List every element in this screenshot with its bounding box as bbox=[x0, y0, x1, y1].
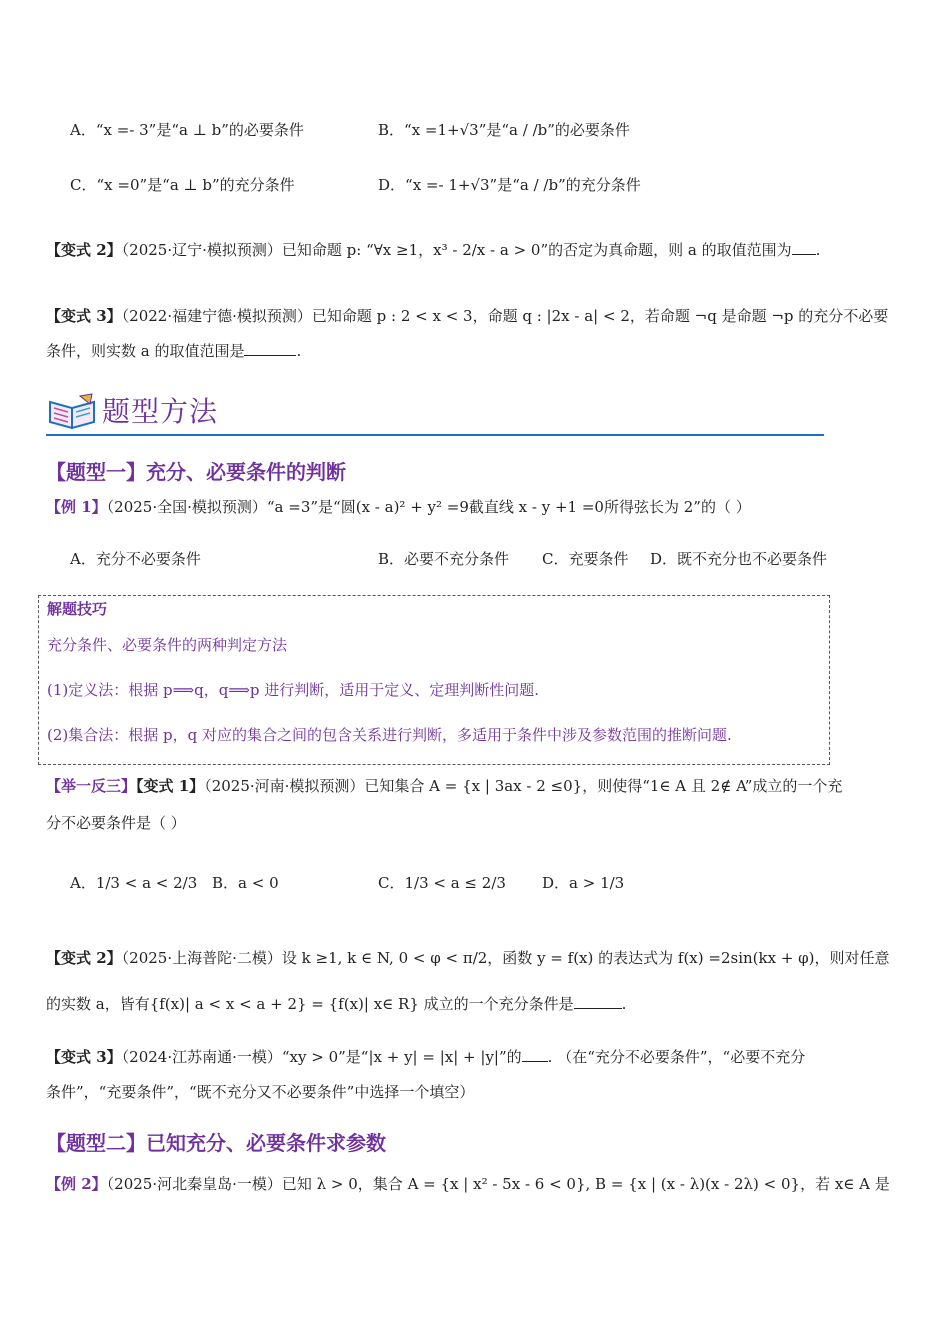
type2-heading: 【题型二】已知充分、必要条件求参数 bbox=[46, 1133, 386, 1155]
bianshi-text: （2025·上海普陀·二模）设 k ≥1, k ∈ N, 0 < φ < π/2，函数 y = f(x) 的表达式为 f(x) =2sin(kx + φ)，则对任意 bbox=[121, 949, 890, 967]
bianshi-text: （2025·河南·模拟预测）已知集合 A = {x | 3ax - 2 ≤0}，则使得“1∈ A 且 2∉ A”成立的一个充 bbox=[204, 777, 843, 795]
bianshi2-shanghai-line1 bbox=[46, 947, 890, 969]
period: . bbox=[296, 342, 302, 360]
example-tag: 【例 2】 bbox=[46, 1175, 107, 1193]
answer-blank bbox=[522, 1047, 548, 1062]
answer-blank bbox=[792, 240, 816, 255]
tips-title: 解题技巧 bbox=[47, 600, 108, 618]
option-d: D．“x =- 1+√3”是“a / /b”的充分条件 bbox=[378, 176, 641, 194]
bianshi3-jiangsu-line1 bbox=[46, 1046, 805, 1068]
type1-heading: 【题型一】充分、必要条件的判断 bbox=[46, 462, 346, 484]
option-b: B．a < 0 bbox=[212, 874, 279, 892]
answer-blank bbox=[574, 994, 622, 1009]
juyi-line2: 分不必要条件是（ ） bbox=[46, 814, 186, 832]
option-d: D．既不充分也不必要条件 bbox=[650, 550, 828, 568]
bianshi-text: 条件，则实数 a 的取值范围是 bbox=[46, 342, 245, 360]
option-d: D．a > 1/3 bbox=[542, 874, 625, 892]
bianshi-text: （2025·辽宁·模拟预测）已知命题 p: “∀x ≥1，x³ - 2/x - a > 0”的否定为真命题，则 a 的取值范围为 bbox=[121, 241, 792, 259]
period: . bbox=[815, 241, 821, 259]
juyi-line1 bbox=[46, 775, 842, 797]
bianshi-text: （2022·福建宁德·模拟预测）已知命题 p : 2 < x < 3，命题 q : |2x - a| < 2，若命题 ¬q 是命题 ¬p 的充分不必要 bbox=[121, 307, 889, 325]
option-b: B．必要不充分条件 bbox=[378, 550, 510, 568]
bianshi-tag: 【变式 3】 bbox=[46, 307, 122, 325]
open-book-icon bbox=[46, 392, 100, 432]
bianshi-text: 的实数 a，皆有{f(x)| a < x < a + 2} = {f(x)| x∈ R} 成立的一个充分条件是 bbox=[46, 995, 574, 1013]
option-c: C．1/3 < a ≤ 2/3 bbox=[378, 874, 506, 892]
bianshi3-fujian-line1 bbox=[46, 305, 888, 327]
tips-line: 充分条件、必要条件的两种判定方法 bbox=[47, 636, 288, 654]
option-a: A．“x =- 3”是“a ⊥ b”的必要条件 bbox=[70, 121, 304, 139]
tips-box bbox=[38, 595, 830, 765]
section-header bbox=[46, 388, 826, 438]
section-title: 题型方法 bbox=[102, 395, 219, 428]
bianshi2-shanghai-line2 bbox=[46, 993, 626, 1015]
bianshi-tag: 【变式 1】 bbox=[136, 777, 205, 795]
bianshi-text: （2024·江苏南通·一模）“xy > 0”是“|x + y| = |x| + |y|”的 bbox=[121, 1048, 522, 1066]
tips-line: (1)定义法：根据 p⟹q，q⟹p 进行判断，适用于定义、定理判断性问题. bbox=[47, 681, 539, 699]
bianshi-tag: 【变式 2】 bbox=[46, 241, 122, 259]
option-a: A．1/3 < a < 2/3 bbox=[70, 874, 198, 892]
bianshi3-fujian-line2 bbox=[46, 340, 301, 362]
option-c: C．充要条件 bbox=[542, 550, 629, 568]
example2 bbox=[46, 1173, 890, 1195]
section-rule bbox=[46, 434, 824, 436]
tips-line: (2)集合法：根据 p，q 对应的集合之间的包含关系进行判断，多适用于条件中涉及参数范围的推断问题. bbox=[47, 726, 732, 744]
bianshi3-jiangsu-line2: 条件”，“充要条件”，“既不充分又不必要条件”中选择一个填空） bbox=[46, 1083, 475, 1101]
example-tag: 【例 1】 bbox=[46, 498, 107, 516]
juyi-tag: 【举一反三】 bbox=[46, 777, 137, 795]
bianshi-tag: 【变式 2】 bbox=[46, 949, 122, 967]
option-b: B．“x =1+√3”是“a / /b”的必要条件 bbox=[378, 121, 630, 139]
answer-blank bbox=[244, 341, 296, 356]
bianshi-tag: 【变式 3】 bbox=[46, 1048, 122, 1066]
option-a: A．充分不必要条件 bbox=[70, 550, 201, 568]
period: . bbox=[621, 995, 627, 1013]
example1 bbox=[46, 496, 751, 518]
bianshi-text: . （在“充分不必要条件”，“必要不充分 bbox=[547, 1048, 806, 1066]
option-c: C．“x =0”是“a ⊥ b”的充分条件 bbox=[70, 176, 295, 194]
example-text: （2025·河北秦皇岛·一模）已知 λ > 0，集合 A = {x | x² - 5x - 6 < 0}, B = {x | (x - λ)(x - 2λ) < 0}，若 x∈ A 是 bbox=[106, 1175, 890, 1193]
bianshi2-liaoning bbox=[46, 239, 820, 261]
example-text: （2025·全国·模拟预测）“a =3”是“圆(x - a)² + y² =9截直线 x - y +1 =0所得弦长为 2”的（ ） bbox=[106, 498, 751, 516]
